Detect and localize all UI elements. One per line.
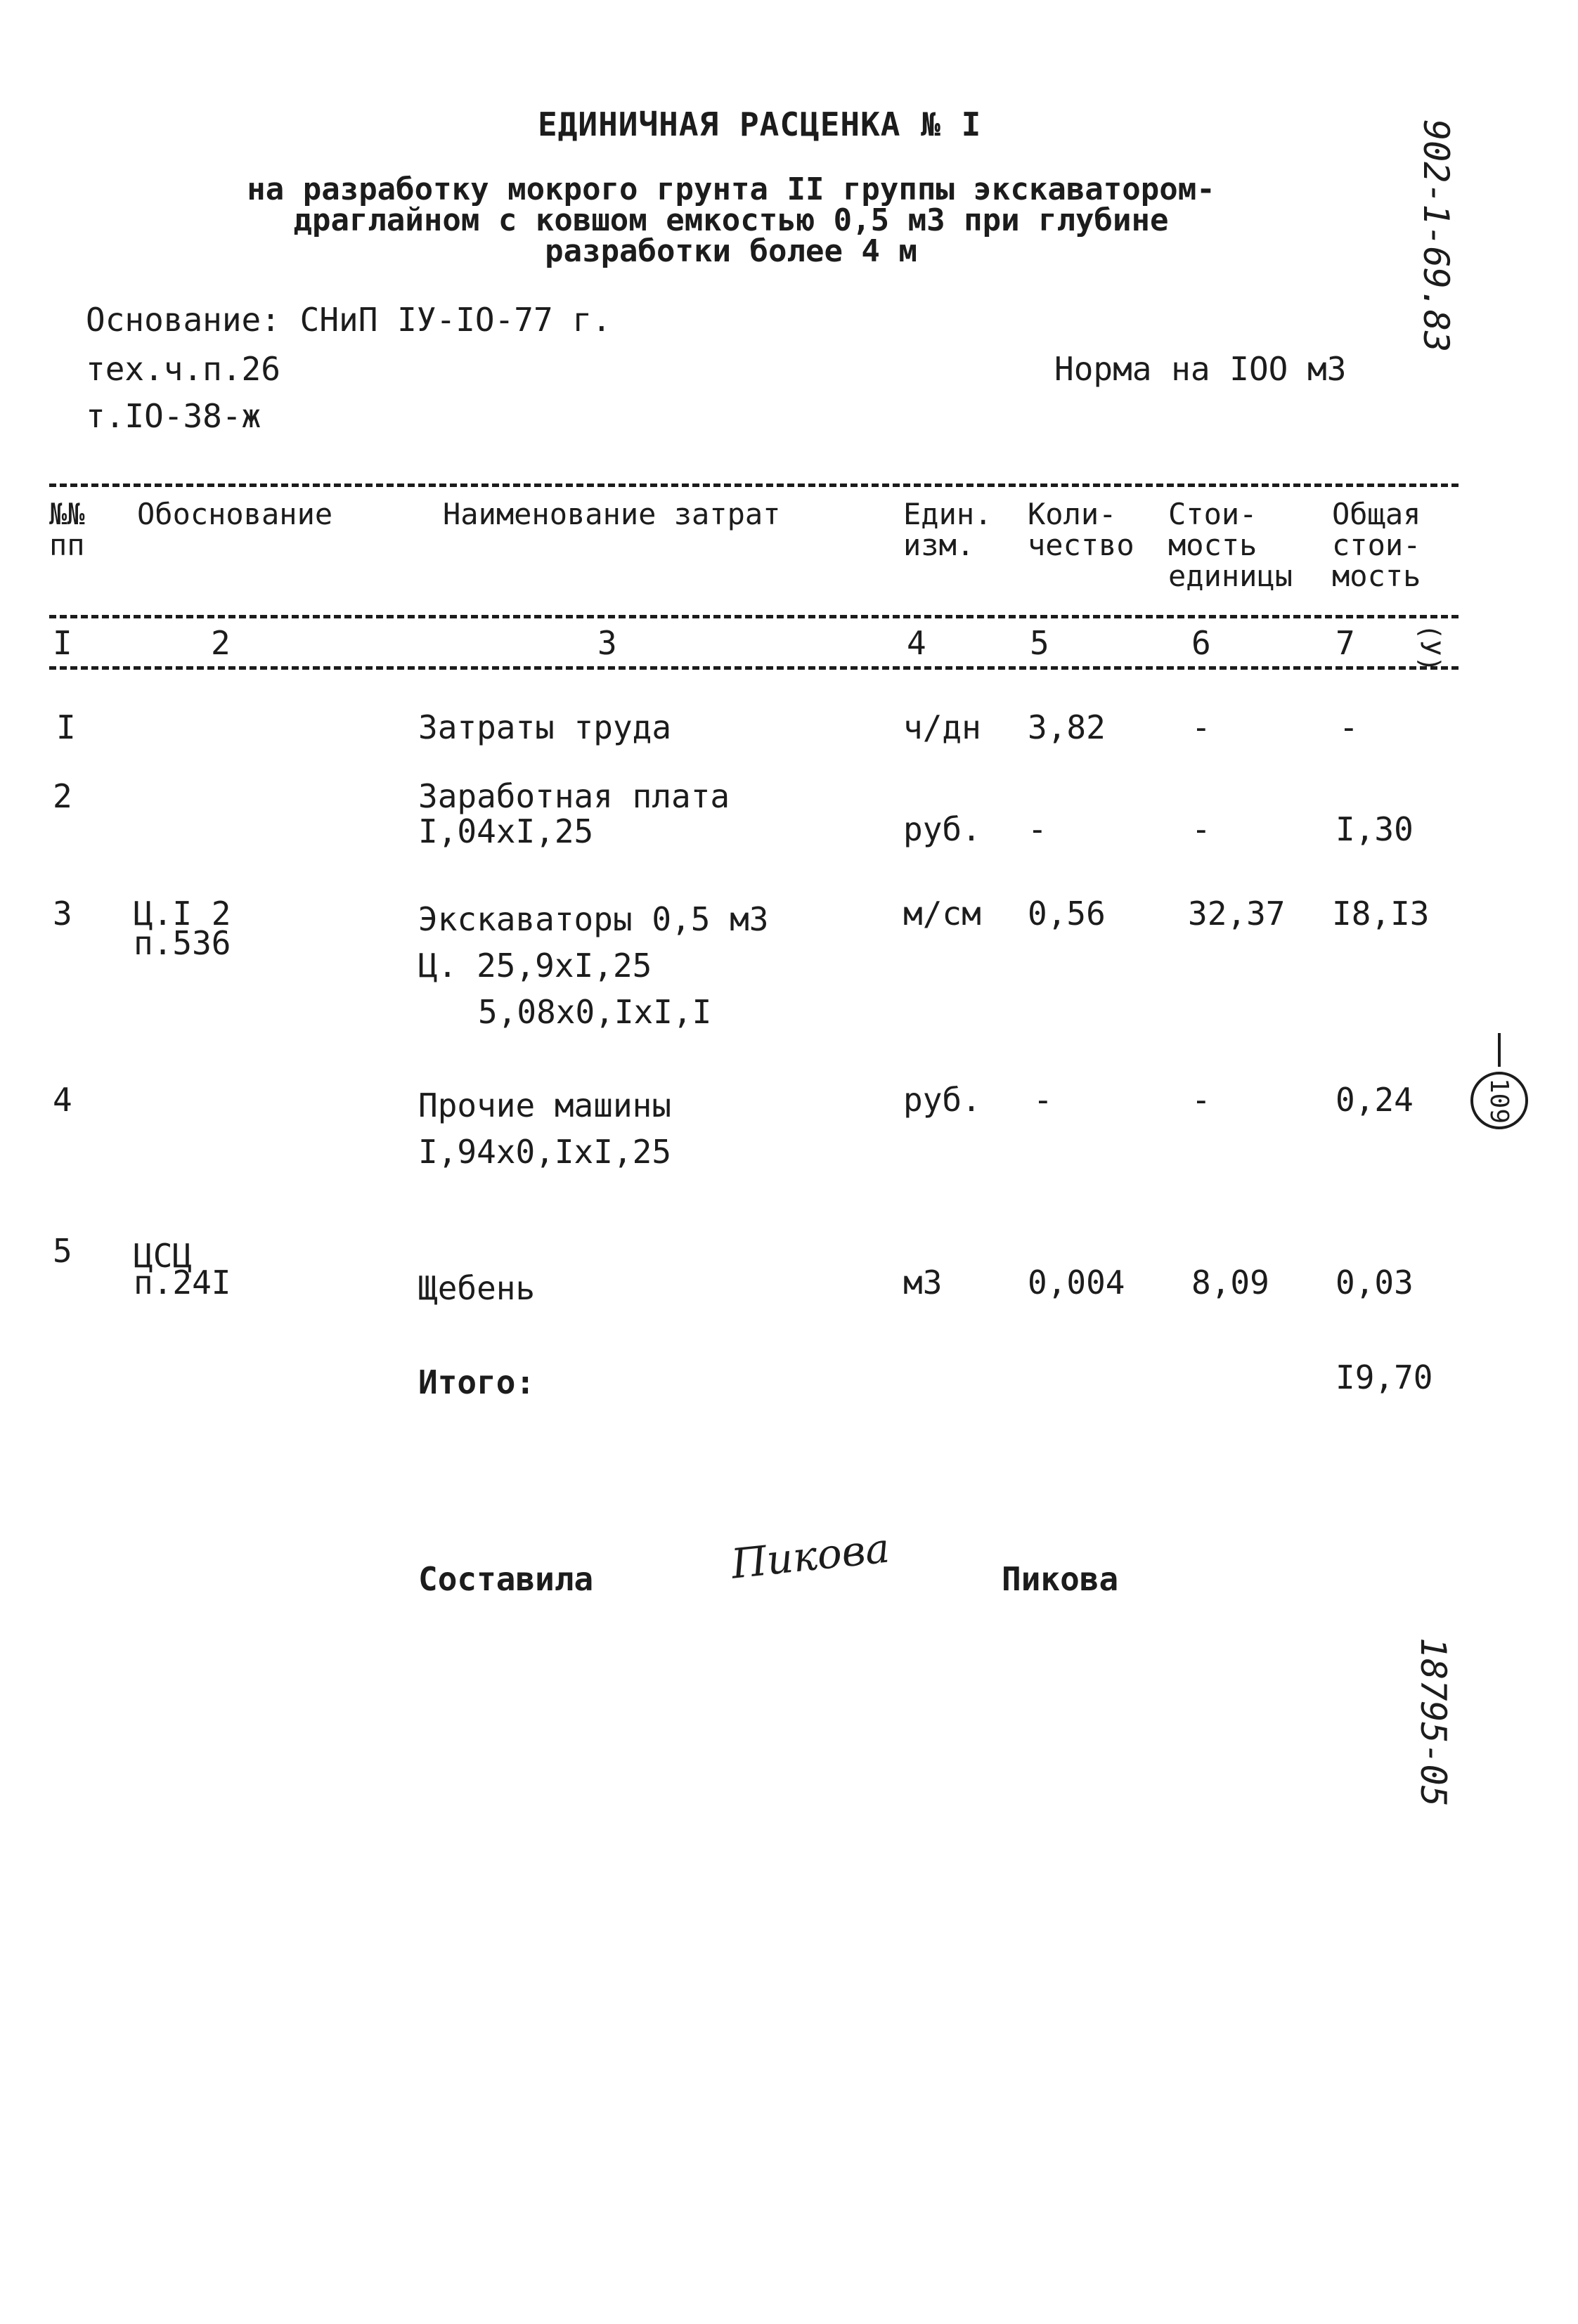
table-row-3-total: I8,I3 <box>1332 895 1430 933</box>
basis-line-3: т.IО-38-ж <box>86 397 261 435</box>
table-row-1-num: I <box>56 708 76 746</box>
table-rule-col-numbers <box>49 666 1459 670</box>
col-number-2: 2 <box>211 624 231 662</box>
header-num: №№ пп <box>49 497 85 562</box>
col-mark: (У) <box>1414 623 1446 673</box>
basis-line-2: тех.ч.п.26 <box>86 350 280 388</box>
table-row-3-cost: 32,37 <box>1188 895 1286 933</box>
header-basis: Обоснование <box>137 497 333 531</box>
table-row-5-qty: 0,004 <box>1028 1264 1125 1301</box>
table-row-3-basis: Ц.I 2 п.536 <box>134 895 231 962</box>
page-stamp <box>1470 1072 1528 1129</box>
subtitle-line-2: драглайном с ковшом емкостью 0,5 м3 при глубине <box>293 202 1169 238</box>
table-row-3-qty: 0,56 <box>1028 895 1106 933</box>
table-row-2-cost: - <box>1191 810 1211 848</box>
table-row-5-unit: м3 <box>903 1264 943 1301</box>
table-row-5-basis: ЦСЦ п.24I <box>134 1237 231 1301</box>
stamp-number: 109 <box>1485 1077 1514 1124</box>
header-quantity: Коли- чество <box>1028 497 1134 562</box>
table-row-4-unit: руб. <box>903 1081 981 1119</box>
compiler-name: Пикова <box>1002 1560 1119 1598</box>
basis-line-1: Основание: СНиП IУ-IО-77 г. <box>86 301 612 339</box>
col-number-5: 5 <box>1030 624 1049 662</box>
header-unit-cost: Стои- мость единицы <box>1168 497 1293 593</box>
document-subtitle <box>204 171 1258 269</box>
col-number-7: 7 <box>1336 624 1355 662</box>
table-row-4-num: 4 <box>53 1081 72 1119</box>
header-name: Наименование затрат <box>443 497 781 531</box>
compiled-label: Составила <box>418 1560 594 1598</box>
table-row-5-num: 5 <box>53 1232 72 1270</box>
table-row-5-cost: 8,09 <box>1191 1264 1269 1301</box>
subtitle-line-3: разработки более 4 м <box>545 233 917 269</box>
table-row-1-name: Затраты труда <box>418 708 672 746</box>
table-rule-header-bottom <box>49 615 1459 618</box>
table-row-1-cost: - <box>1191 708 1211 746</box>
table-rule-top <box>49 483 1459 487</box>
table-row-2-name: Заработная плата I,04хI,25 <box>418 777 730 850</box>
document-title: ЕДИНИЧНАЯ РАСЦЕНКА № I <box>538 105 982 143</box>
table-row-4-name: Прочие машины I,94х0,IхI,25 <box>418 1086 672 1171</box>
col-number-3: 3 <box>597 624 617 662</box>
total-label: Итого: <box>418 1363 536 1401</box>
table-row-4-cost: - <box>1191 1081 1211 1119</box>
table-row-3-unit: м/см <box>903 895 981 933</box>
header-total-cost: Общая стои- мость <box>1332 497 1421 593</box>
table-row-2-total: I,30 <box>1336 810 1414 848</box>
table-row-1-qty: 3,82 <box>1028 708 1106 746</box>
table-row-5-total: 0,03 <box>1336 1264 1414 1301</box>
table-row-4-total: 0,24 <box>1336 1081 1414 1119</box>
col-number-6: 6 <box>1191 624 1211 662</box>
col-number-1: I <box>53 624 72 662</box>
table-row-1-unit: ч/дн <box>903 708 981 746</box>
col-number-4: 4 <box>907 624 926 662</box>
side-code: 902-1-69.83 <box>1416 119 1456 353</box>
table-row-5-name: Щебень <box>418 1269 536 1307</box>
header-unit: Един. изм. <box>903 497 992 562</box>
signature: Пикова <box>729 1524 892 1588</box>
total-value: I9,70 <box>1336 1358 1433 1396</box>
stamp-tick-top <box>1498 1033 1501 1067</box>
table-row-2-num: 2 <box>53 777 72 815</box>
table-row-2-unit: руб. <box>903 810 981 848</box>
side-number: 18795-05 <box>1413 1637 1454 1807</box>
table-row-3-name: Экскаваторы 0,5 м3 Ц. 25,9хI,25 5,08х0,IхI,I <box>418 900 769 1031</box>
table-row-2-qty: - <box>1028 810 1047 848</box>
norm-label: Норма на IОО м3 <box>1054 350 1347 388</box>
table-row-1-total: - <box>1339 708 1359 746</box>
table-row-3-num: 3 <box>53 895 72 933</box>
subtitle-line-1: на разработку мокрого грунта II группы экскаватором- <box>247 171 1215 207</box>
table-row-4-qty: - <box>1033 1081 1053 1119</box>
